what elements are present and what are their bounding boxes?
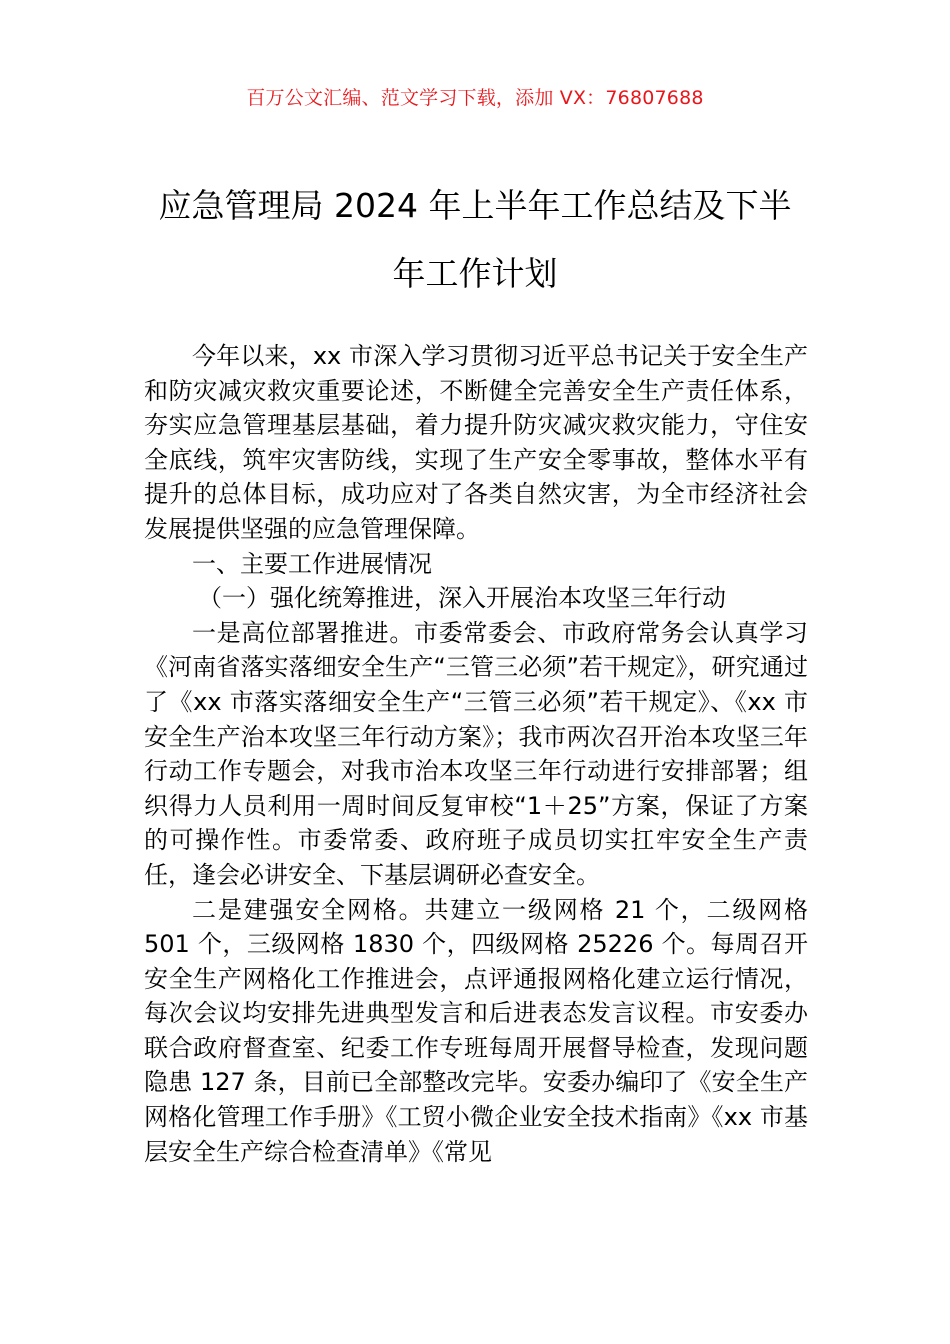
section-heading-1: 一、主要工作进展情况	[192, 549, 432, 578]
header-banner	[0, 86, 950, 110]
subsection-heading-1: （一）强化统筹推进，深入开展治本攻坚三年行动	[198, 584, 726, 613]
document-title-line-2: 年工作计划	[392, 254, 558, 293]
document-title	[130, 172, 820, 308]
paragraph-grid: 二是建强安全网格。共建立一级网格 21 个，二级网格 501 个，三级网格 1830 个，四级网格 25226 个。每周召开安全生产网格化工作推进会，点评通报网格化建立运行情况，每次会议均安排先进典型发言和后进表态发言议程。市安委办联合政府督查室、纪委工作专班每周开展督导检查，发现问题隐患 127 条，目前已全部整改完毕。安委办编印了《安全生产网格化管理工作手册》《工贸小微企业安全技术指南》《xx 市基层安全生产综合检查清单》《常见	[144, 895, 808, 1166]
paragraph-intro: 今年以来，xx 市深入学习贯彻习近平总书记关于安全生产和防灾减灾救灾重要论述，不断健全完善安全生产责任体系，夯实应急管理基层基础，着力提升防灾减灾救灾能力，守住安全底线，筑牢灾害防线，实现了生产安全零事故，整体水平有提升的总体目标，成功应对了各类自然灾害，为全市经济社会发展提供坚强的应急管理保障。	[144, 342, 808, 543]
header-promo-link[interactable]: 百万公文汇编、范文学习下载，添加 VX：76807688	[246, 87, 704, 109]
paragraph-deployment: 一是高位部署推进。市委常委会、市政府常务会认真学习《河南省落实落细安全生产“三管三必须”若干规定》，研究通过了《xx 市落实落细安全生产“三管三必须”若干规定》、《xx 市安全生产治本攻坚三年行动方案》；我市两次召开治本攻坚三年行动工作专题会，对我市治本攻坚三年行动进行安排部署；组织得力人员利用一周时间反复审校“1＋25”方案，保证了方案的可操作性。市委常委、政府班子成员切实扛牢安全生产责任，逢会必讲安全、下基层调研必查安全。	[144, 618, 808, 889]
document-body	[144, 339, 808, 1169]
document-title-line-1: 应急管理局 2024 年上半年工作总结及下半	[158, 186, 792, 225]
